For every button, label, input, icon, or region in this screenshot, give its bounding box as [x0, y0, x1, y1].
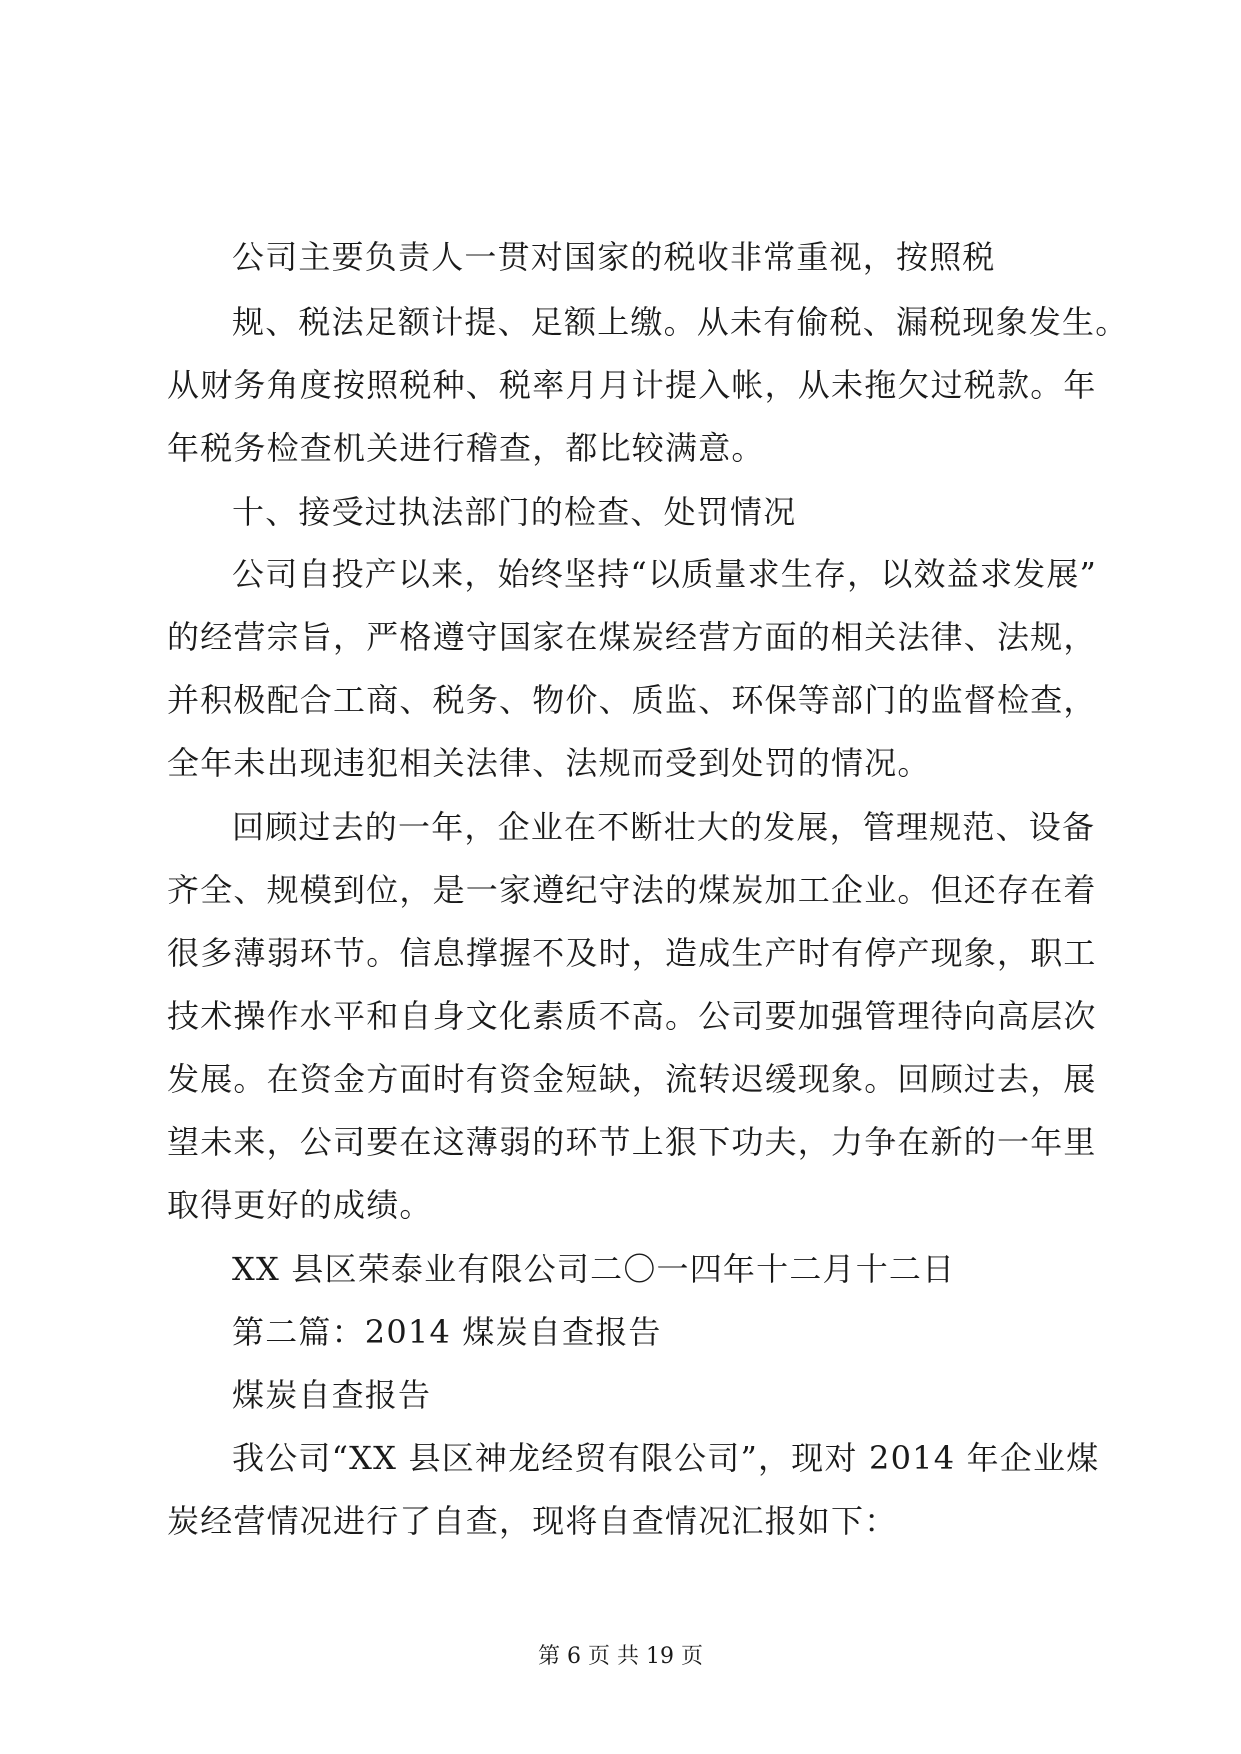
paragraph-line: 规、税法足额计提、足额上缴。从未有偷税、漏税现象发生。 — [232, 303, 1129, 341]
paragraph-line: 我公司“XX 县区神龙经贸有限公司”，现对 2014 年企业煤 — [232, 1439, 1100, 1477]
paragraph-line: 炭经营情况进行了自查，现将自查情况汇报如下： — [167, 1502, 898, 1540]
section-title: 第二篇：2014 煤炭自查报告 — [232, 1313, 662, 1351]
paragraph-line: 从财务角度按照税种、税率月月计提入帐，从未拖欠过税款。年 — [167, 366, 1097, 404]
paragraph-line: 并积极配合工商、税务、物价、质监、环保等部门的监督检查， — [167, 681, 1097, 719]
paragraph-line: 回顾过去的一年，企业在不断壮大的发展，管理规范、设备 — [232, 808, 1096, 846]
paragraph-line: 取得更好的成绩。 — [167, 1186, 433, 1224]
paragraph-line: 发展。在资金方面时有资金短缺，流转迟缓现象。回顾过去，展 — [167, 1060, 1097, 1098]
report-title: 煤炭自查报告 — [232, 1376, 432, 1414]
signature-line: XX 县区荣泰业有限公司二〇一四年十二月十二日 — [232, 1250, 956, 1288]
paragraph-line: 公司自投产以来，始终坚持“以质量求生存，以效益求发展” — [232, 555, 1098, 593]
paragraph-line: 齐全、规模到位，是一家遵纪守法的煤炭加工企业。但还存在着 — [167, 871, 1097, 909]
paragraph-line: 全年未出现违犯相关法律、法规而受到处罚的情况。 — [167, 744, 931, 782]
paragraph-line: 公司主要负责人一贯对国家的税收非常重视，按照税 — [232, 238, 996, 276]
paragraph-line: 技术操作水平和自身文化素质不高。公司要加强管理待向高层次 — [167, 997, 1097, 1035]
section-heading: 十、接受过执法部门的检查、处罚情况 — [232, 493, 797, 531]
paragraph-line: 望未来，公司要在这薄弱的环节上狠下功夫，力争在新的一年里 — [167, 1123, 1097, 1161]
paragraph-line: 的经营宗旨，严格遵守国家在煤炭经营方面的相关法律、法规， — [167, 618, 1097, 656]
page-number-footer: 第 6 页 共 19 页 — [538, 1644, 703, 1669]
paragraph-line: 很多薄弱环节。信息撑握不及时，造成生产时有停产现象，职工 — [167, 934, 1097, 972]
paragraph-line: 年税务检查机关进行稽查，都比较满意。 — [167, 429, 765, 467]
